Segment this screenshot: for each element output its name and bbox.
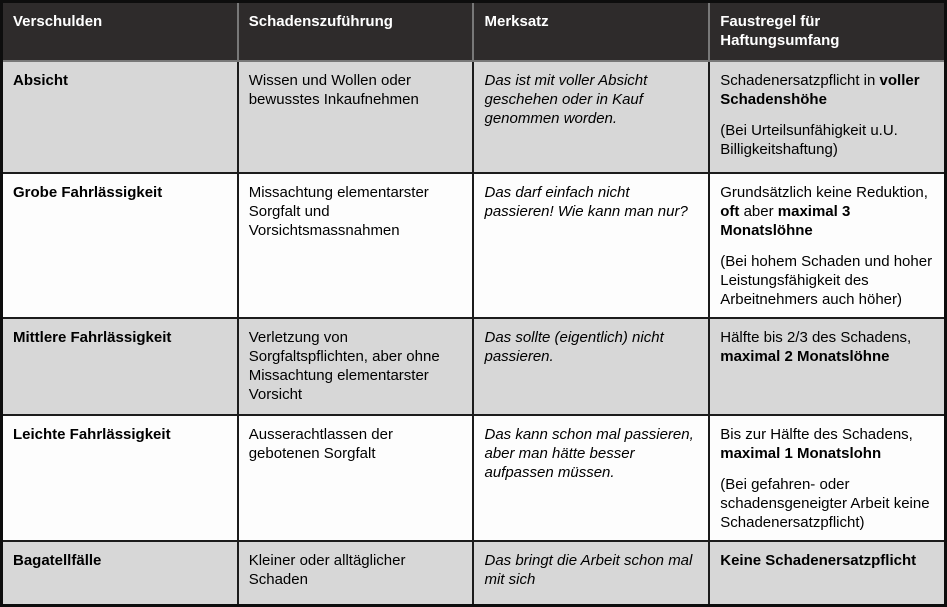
cell-faustregel (709, 541, 945, 606)
table-row (2, 61, 946, 173)
faustregel-paragraph (720, 425, 934, 463)
faustregel-bold-text: voller Schadenshöhe (720, 71, 920, 108)
faustregel-paragraph (720, 71, 934, 109)
cell-verschulden: Absicht (2, 61, 238, 173)
faustregel-bold-text: maximal 3 Monatslöhne (720, 202, 851, 239)
faustregel-text: Bis zur Hälfte des Schadens, (720, 425, 913, 443)
header-verschulden (2, 2, 238, 61)
header-schadenszufuehrung (238, 2, 474, 61)
cell-merksatz: Das ist mit voller Absicht geschehen oder in Kauf genommen worden. (473, 61, 709, 173)
cell-merksatz: Das kann schon mal passieren, aber man hätte besser aufpassen müssen. (473, 415, 709, 541)
cell-faustregel (709, 61, 945, 173)
faustregel-bold-text: maximal 2 Monatslöhne (720, 347, 890, 365)
table-row (2, 318, 946, 415)
cell-schadenszufuehrung: Verletzung von Sorgfaltspflichten, aber ohne Missachtung elementarster Vorsicht (238, 318, 474, 415)
table-body (2, 61, 946, 606)
faustregel-text: Hälfte bis 2/3 des Schadens, (720, 328, 912, 346)
faustregel-text: aber (739, 202, 778, 220)
cell-schadenszufuehrung: Kleiner oder alltäglicher Schaden (238, 541, 474, 606)
faustregel-text: Schadenersatzpflicht in (720, 71, 880, 89)
header-verschulden-label: Verschulden (13, 13, 103, 30)
cell-verschulden: Grobe Fahrlässigkeit (2, 173, 238, 318)
table-row (2, 541, 946, 606)
cell-faustregel (709, 415, 945, 541)
faustregel-paragraph (720, 475, 934, 532)
cell-verschulden: Bagatellfälle (2, 541, 238, 606)
table-header (2, 2, 946, 61)
faustregel-paragraph (720, 328, 934, 366)
cell-merksatz: Das darf einfach nicht passieren! Wie kann man nur? (473, 173, 709, 318)
faustregel-bold-text: Keine Schadenersatzpflicht (720, 551, 917, 569)
cell-faustregel (709, 318, 945, 415)
header-merksatz-label: Merksatz (484, 13, 549, 30)
cell-schadenszufuehrung: Missachtung elementarster Sorgfalt und Vorsichtsmassnahmen (238, 173, 474, 318)
faustregel-text: (Bei gefahren- oder schadensgeneigter Arbeit keine Schadenersatzpflicht) (720, 475, 930, 531)
faustregel-paragraph (720, 183, 934, 240)
faustregel-paragraph (720, 252, 934, 309)
cell-schadenszufuehrung: Ausserachtlassen der gebotenen Sorgfalt (238, 415, 474, 541)
table-row (2, 173, 946, 318)
faustregel-text: (Bei hohem Schaden und hoher Leistungsfähigkeit des Arbeitnehmers auch höher) (720, 252, 933, 308)
header-faustregel-label: Faustregel für Haftungsumfang (720, 13, 840, 49)
cell-faustregel (709, 173, 945, 318)
cell-merksatz: Das bringt die Arbeit schon mal mit sich (473, 541, 709, 606)
faustregel-bold-text: oft (720, 202, 740, 220)
cell-schadenszufuehrung: Wissen und Wollen oder bewusstes Inkaufnehmen (238, 61, 474, 173)
header-merksatz (473, 2, 709, 61)
cell-verschulden: Mittlere Fahrlässigkeit (2, 318, 238, 415)
header-faustregel (709, 2, 945, 61)
faustregel-bold-text: maximal 1 Monatslohn (720, 444, 882, 462)
header-row (2, 2, 946, 61)
table-row (2, 415, 946, 541)
faustregel-paragraph (720, 121, 934, 159)
cell-merksatz: Das sollte (eigentlich) nicht passieren. (473, 318, 709, 415)
header-schadenszufuehrung-label: Schadenszuführung (248, 13, 393, 30)
cell-verschulden: Leichte Fahrlässigkeit (2, 415, 238, 541)
faustregel-paragraph (720, 551, 934, 570)
faustregel-text: Grundsätzlich keine Reduktion, (720, 183, 928, 201)
faustregel-text: (Bei Urteilsunfähigkeit u.U. Billigkeitshaftung) (720, 121, 898, 158)
